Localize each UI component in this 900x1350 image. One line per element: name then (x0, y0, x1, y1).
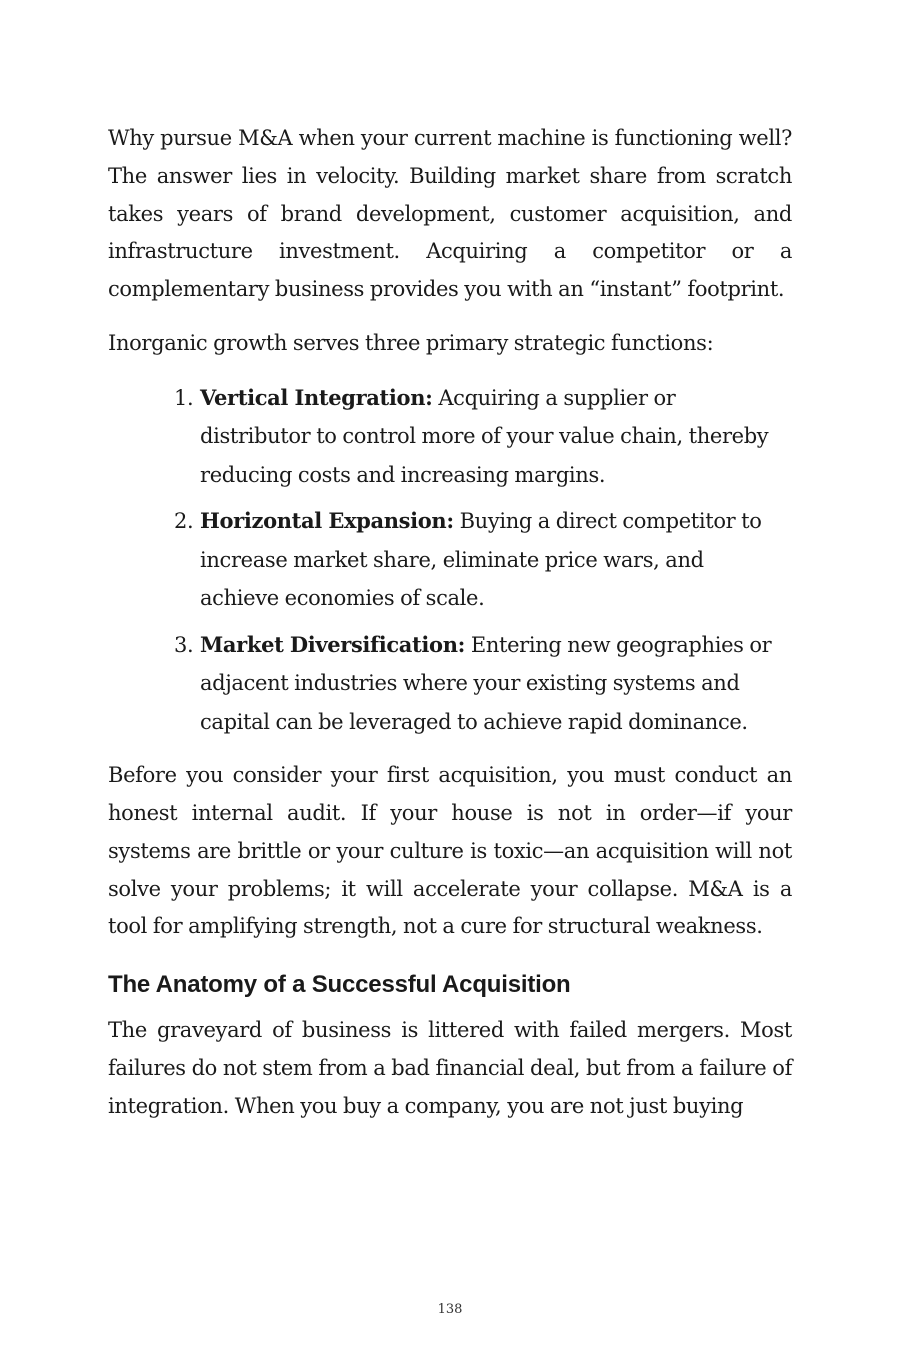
list-item-number: 2. (174, 509, 194, 534)
list-item-number: 1. (174, 385, 194, 410)
section-heading: The Anatomy of a Successful Acquisition (108, 971, 571, 999)
paragraph-audit: Before you consider your first acquisition, you must conduct an honest internal audit. If your house is not in order—if your systems are brittle or your culture is toxic—an acquisition will not solve your problems; it will accelerate your collapse. M&A is a tool for amplifying strength, not a cure for structural weakness. (108, 763, 792, 939)
paragraph-intro: Why pursue M&A when your current machine is functioning well? The answer lies in velocity. Building market share from scratch takes years of brand development, customer acquisition, and infrastructure investment. Acquiring a competitor or a complementary business provides you with an “instant” footprint. (108, 126, 792, 302)
list-item-text: Acquiring a supplier or distributor to control more of your value chain, thereby reducing costs and increasing margins. (200, 385, 769, 487)
list-item (108, 502, 792, 618)
list-item-number: 3. (174, 632, 194, 657)
list-item (108, 379, 792, 495)
paragraph-functions-lead: Inorganic growth serves three primary strategic functions: (108, 330, 714, 355)
list-item-text: Buying a direct competitor to increase market share, eliminate price wars, and achieve economies of scale. (200, 509, 762, 611)
list-item-term: Vertical Integration: (200, 384, 433, 410)
paragraph-graveyard: The graveyard of business is littered with failed mergers. Most failures do not stem from a bad financial deal, but from a failure of integration. When you buy a company, you are not just buying (108, 1018, 792, 1118)
strategic-functions-list (108, 379, 792, 742)
list-item (108, 626, 792, 742)
list-item-term: Horizontal Expansion: (200, 508, 454, 534)
list-item-term: Market Diversification: (200, 631, 466, 657)
page-content (108, 120, 792, 1142)
list-item-text: Entering new geographies or adjacent industries where your existing systems and capital can be leveraged to achieve rapid dominance. (200, 632, 772, 734)
page-number: 138 (437, 1302, 463, 1317)
